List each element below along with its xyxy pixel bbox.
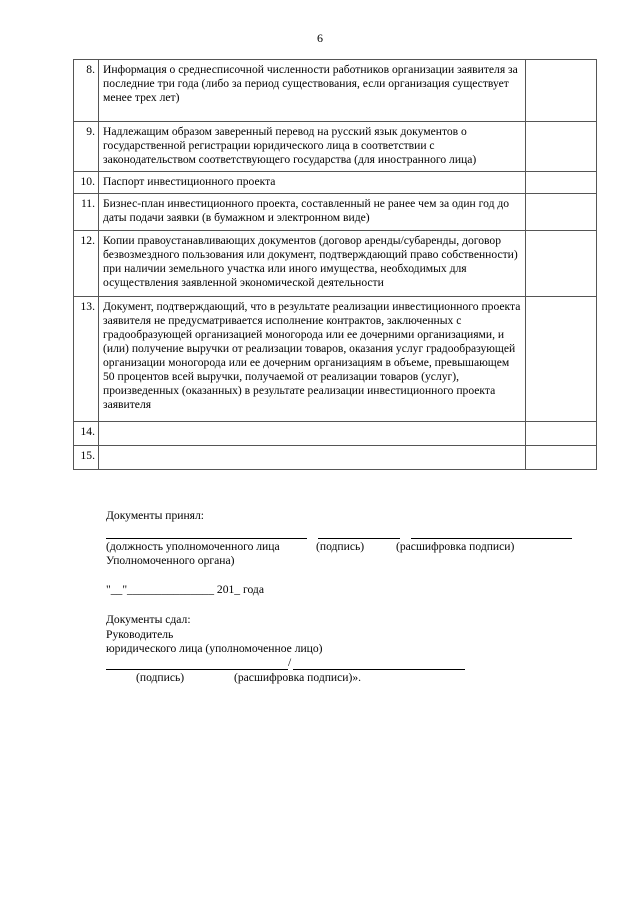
row-mark-cell[interactable] xyxy=(526,297,597,422)
row-text: Бизнес-план инвестиционного проекта, составленный не ранее чем за один год до даты подачи заявки (в бумажном и электронном виде) xyxy=(99,194,526,231)
page-number: 6 xyxy=(317,31,323,45)
table-row xyxy=(74,446,597,470)
submitted-role-line1: Руководитель xyxy=(106,628,174,641)
row-mark-cell[interactable] xyxy=(526,422,597,446)
row-text: Копии правоустанавливающих документов (договор аренды/субаренды, договор безвозмездного пользования или документ, подтверждающий право собственности) при наличии земельного участка или иного имущества, необходимых для осуществления заявленной экономической деятельности xyxy=(99,231,526,297)
table-row xyxy=(74,231,597,297)
row-number: 15. xyxy=(74,446,99,470)
table-row xyxy=(74,297,597,422)
submitted-caption-signature: (подпись) xyxy=(136,671,185,684)
row-number: 8. xyxy=(74,60,99,122)
submitted-role-line2: юридического лица (уполномоченное лицо) xyxy=(106,642,323,655)
row-number: 9. xyxy=(74,122,99,172)
row-text[interactable] xyxy=(99,446,526,470)
row-number: 11. xyxy=(74,194,99,231)
caption-body: Уполномоченного органа) xyxy=(106,554,235,567)
row-mark-cell[interactable] xyxy=(526,446,597,470)
caption-signature: (подпись) xyxy=(316,540,365,553)
position-signature-line[interactable] xyxy=(106,538,307,539)
row-mark-cell[interactable] xyxy=(526,172,597,194)
submitted-signature-line[interactable] xyxy=(106,669,288,670)
submitted-decoding-line[interactable] xyxy=(293,669,465,670)
row-text: Паспорт инвестиционного проекта xyxy=(99,172,526,194)
documents-table xyxy=(73,59,597,470)
received-heading: Документы принял: xyxy=(106,509,205,522)
row-number: 10. xyxy=(74,172,99,194)
table-row xyxy=(74,172,597,194)
table-row xyxy=(74,122,597,172)
table-row xyxy=(74,194,597,231)
caption-position: (должность уполномоченного лица xyxy=(106,540,280,553)
signature-line[interactable] xyxy=(318,538,400,539)
row-number: 14. xyxy=(74,422,99,446)
row-mark-cell[interactable] xyxy=(526,122,597,172)
signature-decoding-line[interactable] xyxy=(411,538,572,539)
submitted-heading: Документы сдал: xyxy=(106,613,191,626)
submitted-caption-decoding: (расшифровка подписи)». xyxy=(234,671,362,684)
row-number: 13. xyxy=(74,297,99,422)
submitted-separator: / xyxy=(288,656,292,669)
row-number: 12. xyxy=(74,231,99,297)
row-text[interactable] xyxy=(99,422,526,446)
date-line: "__"_______________ 201_ года xyxy=(106,583,264,596)
row-text: Документ, подтверждающий, что в результате реализации инвестиционного проекта заявителя не предусматривается исполнение контрактов, заключенных с градообразующей организацией моногорода или ее дочерними организациями, и (или) получение выручки от реализации товаров, оказания услуг градообразующей организации моногорода или ее дочерним организациям в объеме, превышающем 50 процентов всей выручки, получаемой от реализации товаров (услуг), произведенных (оказанных) в результате реализации инвестиционного проекта заявителя xyxy=(99,297,526,422)
row-mark-cell[interactable] xyxy=(526,60,597,122)
row-text: Надлежащим образом заверенный перевод на русский язык документов о государственной регистрации юридического лица в соответствии с законодательством соответствующего государства (для иностранного лица) xyxy=(99,122,526,172)
caption-decoding: (расшифровка подписи) xyxy=(396,540,515,553)
table-row xyxy=(74,60,597,122)
table-row xyxy=(74,422,597,446)
row-mark-cell[interactable] xyxy=(526,194,597,231)
row-mark-cell[interactable] xyxy=(526,231,597,297)
row-text: Информация о среднесписочной численности работников организации заявителя за последние три года (либо за период существования, если организация существует менее трех лет) xyxy=(99,60,526,122)
